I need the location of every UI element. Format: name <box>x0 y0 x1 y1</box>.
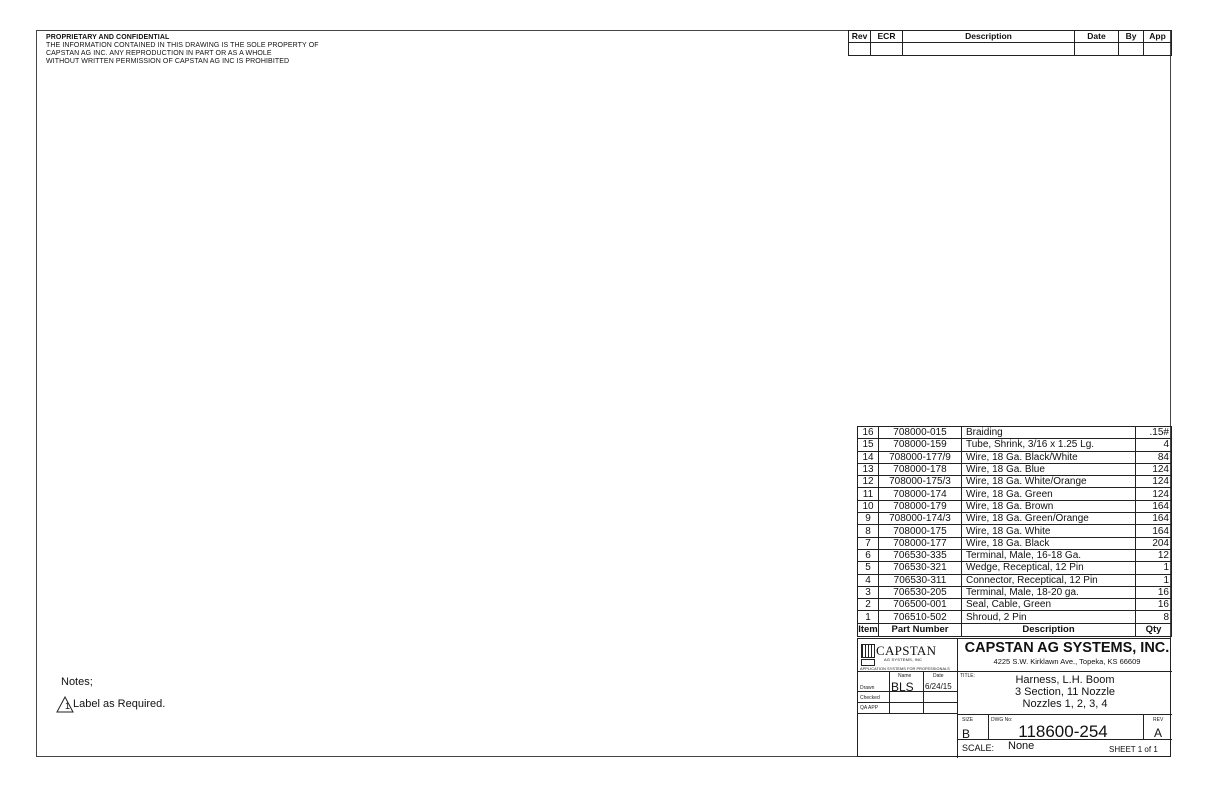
bom-quantity: 164 <box>1136 525 1172 537</box>
bom-part-number: 706530-335 <box>879 549 962 561</box>
bom-item-number: 12 <box>858 476 879 488</box>
note-text: Label as Required. <box>73 698 166 710</box>
bom-part-header: Part Number <box>879 623 962 636</box>
date-label: Date <box>933 673 944 679</box>
bom-item-number: 14 <box>858 451 879 463</box>
rev-label: REV <box>1153 717 1164 723</box>
bom-quantity: 124 <box>1136 488 1172 500</box>
bom-item-number: 4 <box>858 574 879 586</box>
bom-part-number: 706530-205 <box>879 586 962 598</box>
revision-row <box>849 43 1172 56</box>
bom-description: Wire, 18 Ga. White <box>962 525 1136 537</box>
bom-description: Wire, 18 Ga. Green/Orange <box>962 513 1136 525</box>
drawing-size: B <box>962 727 971 741</box>
bom-description: Wire, 18 Ga. Blue <box>962 463 1136 475</box>
drawn-label: Drawn <box>860 685 875 691</box>
bom-quantity: 204 <box>1136 537 1172 549</box>
bom-row <box>858 488 1172 500</box>
bom-header-row <box>858 623 1172 636</box>
bom-part-number: 708000-177 <box>879 537 962 549</box>
checked-label: Checked <box>860 695 880 701</box>
bom-quantity: 124 <box>1136 476 1172 488</box>
rev-header: Rev <box>849 31 871 43</box>
dwg-label: DWG No: <box>991 717 1013 723</box>
sheet-number: SHEET 1 of 1 <box>1109 745 1158 754</box>
bom-item-number: 13 <box>858 463 879 475</box>
drawing-number: 118600-254 <box>1018 722 1108 741</box>
bom-quantity: 1 <box>1136 562 1172 574</box>
company-name: CAPSTAN AG SYSTEMS, INC. <box>964 640 1170 656</box>
bom-part-number: 706530-321 <box>879 562 962 574</box>
bom-part-number: 708000-174/3 <box>879 513 962 525</box>
bom-row <box>858 586 1172 598</box>
bom-description: Wire, 18 Ga. Brown <box>962 500 1136 512</box>
bom-part-number: 708000-174 <box>879 488 962 500</box>
bom-quantity: .15# <box>1136 427 1172 439</box>
bom-item-number: 2 <box>858 599 879 611</box>
logo-grid-icon <box>861 644 875 658</box>
drawing-title-line: Harness, L.H. Boom <box>1015 674 1115 686</box>
by-header: By <box>1119 31 1144 43</box>
note-number: 1 <box>65 701 71 711</box>
bill-of-materials <box>857 426 1172 637</box>
bom-quantity: 16 <box>1136 599 1172 611</box>
bom-item-number: 16 <box>858 427 879 439</box>
app-header: App <box>1144 31 1172 43</box>
bom-item-number: 10 <box>858 500 879 512</box>
bom-part-number: 708000-178 <box>879 463 962 475</box>
size-label: SIZE <box>962 717 974 723</box>
bom-row <box>858 537 1172 549</box>
bom-row <box>858 500 1172 512</box>
bom-row <box>858 562 1172 574</box>
bom-description: Braiding <box>962 427 1136 439</box>
bom-part-number: 708000-179 <box>879 500 962 512</box>
bom-part-number: 708000-015 <box>879 427 962 439</box>
bom-row <box>858 439 1172 451</box>
bom-description: Wire, 18 Ga. White/Orange <box>962 476 1136 488</box>
bom-description: Wire, 18 Ga. Green <box>962 488 1136 500</box>
title-label: TITLE: <box>960 673 976 679</box>
bom-quantity: 8 <box>1136 611 1172 623</box>
company-address: 4225 S.W. Kirklawn Ave., Topeka, KS 66609 <box>993 657 1141 666</box>
title-block <box>857 638 1171 757</box>
scale-value: None <box>1008 740 1035 752</box>
ecr-header: ECR <box>871 31 903 43</box>
bom-quantity: 164 <box>1136 513 1172 525</box>
bom-item-number: 9 <box>858 513 879 525</box>
bom-item-number: 6 <box>858 549 879 561</box>
bom-row <box>858 525 1172 537</box>
bom-description: Tube, Shrink, 3/16 x 1.25 Lg. <box>962 439 1136 451</box>
bom-part-number: 706500-001 <box>879 599 962 611</box>
bom-item-number: 11 <box>858 488 879 500</box>
confidentiality-notice <box>46 34 319 66</box>
logo-subtitle: AG SYSTEMS, INC <box>884 657 923 662</box>
logo-tagline: APPLICATION SYSTEMS FOR PROFESSIONALS <box>860 667 950 671</box>
bom-part-number: 708000-175/3 <box>879 476 962 488</box>
bom-row <box>858 476 1172 488</box>
bom-part-number: 708000-175 <box>879 525 962 537</box>
logo-bar-icon <box>861 659 875 666</box>
bom-row <box>858 451 1172 463</box>
bom-quantity: 84 <box>1136 451 1172 463</box>
bom-quantity: 4 <box>1136 439 1172 451</box>
bom-description: Wire, 18 Ga. Black <box>962 537 1136 549</box>
description-header: Description <box>903 31 1075 43</box>
scale-label: SCALE: <box>962 743 995 753</box>
confidential-line: THE INFORMATION CONTAINED IN THIS DRAWING IS THE SOLE PROPERTY OF <box>46 42 319 49</box>
confidential-line: CAPSTAN AG INC. ANY REPRODUCTION IN PART OR AS A WHOLE <box>46 50 272 57</box>
bom-qty-header: Qty <box>1136 623 1172 636</box>
logo-name: CAPSTAN <box>876 643 937 658</box>
confidential-heading: PROPRIETARY AND CONFIDENTIAL <box>46 34 170 41</box>
drawn-by: BLS <box>891 680 914 694</box>
notes-title: Notes; <box>61 676 93 688</box>
drawing-revision: A <box>1153 726 1162 740</box>
bom-row <box>858 463 1172 475</box>
bom-row <box>858 611 1172 623</box>
bom-row <box>858 427 1172 439</box>
bom-item-number: 5 <box>858 562 879 574</box>
bom-description: Seal, Cable, Green <box>962 599 1136 611</box>
bom-description: Terminal, Male, 16-18 Ga. <box>962 549 1136 561</box>
bom-description-header: Description <box>962 623 1136 636</box>
bom-quantity: 124 <box>1136 463 1172 475</box>
bom-row <box>858 549 1172 561</box>
bom-row <box>858 513 1172 525</box>
bom-description: Terminal, Male, 18-20 ga. <box>962 586 1136 598</box>
bom-item-number: 3 <box>858 586 879 598</box>
date-header: Date <box>1075 31 1119 43</box>
bom-description: Connector, Receptical, 12 Pin <box>962 574 1136 586</box>
bom-description: Wedge, Receptical, 12 Pin <box>962 562 1136 574</box>
bom-item-number: 8 <box>858 525 879 537</box>
bom-description: Shroud, 2 Pin <box>962 611 1136 623</box>
bom-quantity: 12 <box>1136 549 1172 561</box>
drawn-date: 6/24/15 <box>925 682 952 691</box>
confidential-line: WITHOUT WRITTEN PERMISSION OF CAPSTAN AG INC IS PROHIBITED <box>46 58 290 65</box>
drawing-title-line: 3 Section, 11 Nozzle <box>1014 686 1116 698</box>
bom-part-number: 706510-502 <box>879 611 962 623</box>
drawing-title-line: Nozzles 1, 2, 3, 4 <box>1022 698 1108 710</box>
bom-item-number: 1 <box>858 611 879 623</box>
bom-quantity: 1 <box>1136 574 1172 586</box>
qa-label: QA APP <box>860 705 879 711</box>
bom-item-header: Item <box>858 624 878 636</box>
bom-description: Wire, 18 Ga. Black/White <box>962 451 1136 463</box>
bom-part-number: 706530-311 <box>879 574 962 586</box>
name-label: Name <box>898 673 912 679</box>
bom-quantity: 164 <box>1136 500 1172 512</box>
bom-quantity: 16 <box>1136 586 1172 598</box>
revision-block <box>848 30 1172 56</box>
bom-part-number: 708000-177/9 <box>879 451 962 463</box>
bom-item-number: 15 <box>858 439 879 451</box>
bom-row <box>858 599 1172 611</box>
bom-part-number: 708000-159 <box>879 439 962 451</box>
bom-row <box>858 574 1172 586</box>
bom-item-number: 7 <box>858 537 879 549</box>
capstan-logo <box>860 642 956 675</box>
